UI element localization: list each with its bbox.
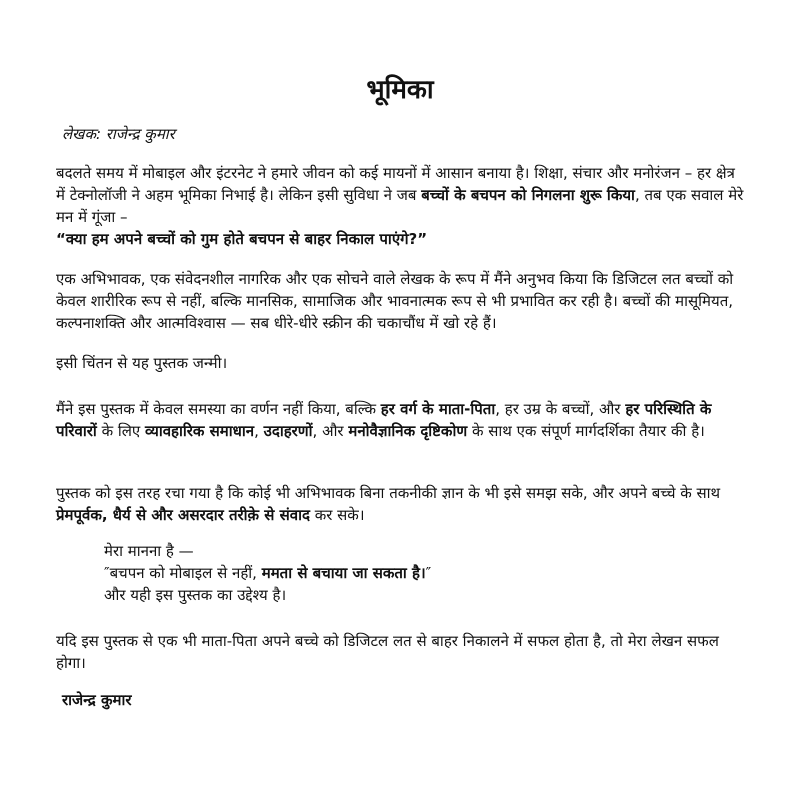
quote-line [104, 562, 744, 584]
emphasis: प्रेमपूर्वक, धैर्य से और असरदार तरीक़े से संवाद [56, 506, 310, 524]
emphasis: हर वर्ग के माता-पिता [380, 400, 496, 418]
text: , और [312, 422, 349, 440]
text: , हर उम्र के बच्चों, और [495, 400, 626, 418]
emphasis: ममता से बचाया जा सकता है। [261, 564, 426, 582]
page-title: भूमिका [366, 75, 434, 105]
text: , [254, 422, 264, 440]
question: “क्या हम अपने बच्चों को गुम होते बचपन से बाहर निकाल पाएंगे?” [56, 230, 428, 248]
emphasis: मनोवैज्ञानिक दृष्टिकोण [348, 422, 468, 440]
emphasis: उदाहरणों [263, 422, 313, 440]
paragraph-closing: यदि इस पुस्तक से एक भी माता-पिता अपने बच्चे को डिजिटल लत से बाहर निकालने में सफल होता है, तो मेरा लेखन सफल होगा। [56, 632, 719, 672]
text: ″बचपन को मोबाइल से नहीं, [104, 564, 262, 582]
text: के लिए [96, 422, 145, 440]
text: के साथ एक संपूर्ण मार्गदर्शिका तैयार की है। [467, 422, 705, 440]
text: ″ [425, 564, 432, 582]
quote-line: और यही इस पुस्तक का उद्देश्य है। [104, 586, 287, 604]
paragraph-approach [56, 482, 746, 526]
paragraph-scope [56, 398, 746, 442]
paragraph-experience: एक अभिभावक, एक संवेदनशील नागरिक और एक सोचने वाले लेखक के रूप में मैंने अनुभव किया कि डिजिटल लत बच्चों को केवल शारीरिक रूप से नहीं, बल्कि मानसिक, सामाजिक और भावनात्मक रूप से भी प्रभावित कर रही है। बच्चों की मासूमियत, कल्पनाशक्ति और आत्मविश्वास — सब धीरे-धीरे स्क्रीन की चकाचौंध में खो रहे हैं। [56, 270, 734, 332]
text: बदलते समय में मोबाइल और इंटरनेट ने हमारे जीवन को कई मायनों में आसान बनाया है। शिक्षा, संचार और मनोरंजन – हर क्षेत्र में टेक्नोलॉजी ने अहम भूमिका निभाई है। लेकिन इसी सुविधा ने जब [56, 164, 735, 204]
text: मैंने इस पुस्तक में केवल समस्या का वर्णन नहीं किया, बल्कि [56, 400, 381, 418]
emphasis: व्यावहारिक समाधान [144, 422, 255, 440]
signature: राजेन्द्र कुमार [62, 691, 132, 709]
text: कर सके। [309, 506, 365, 524]
text: पुस्तक को इस तरह रचा गया है कि कोई भी अभिभावक बिना तकनीकी ज्ञान के भी इसे समझ सके, और अपने बच्चे के साथ [56, 484, 721, 502]
paragraph-intro [56, 162, 746, 250]
paragraph-origin: इसी चिंतन से यह पुस्तक जन्मी। [56, 354, 228, 372]
text: , तब एक सवाल मेरे मन में गूंजा – [56, 186, 744, 226]
quote-block [104, 540, 744, 606]
quote-line: मेरा मानना है — [104, 542, 194, 560]
emphasis: हर परिस्थिति के परिवारों [56, 400, 712, 440]
emphasis: बच्चों के बचपन को निगलना शुरू किया [421, 186, 635, 204]
author-line: लेखक: राजेन्द्र कुमार [62, 125, 175, 143]
